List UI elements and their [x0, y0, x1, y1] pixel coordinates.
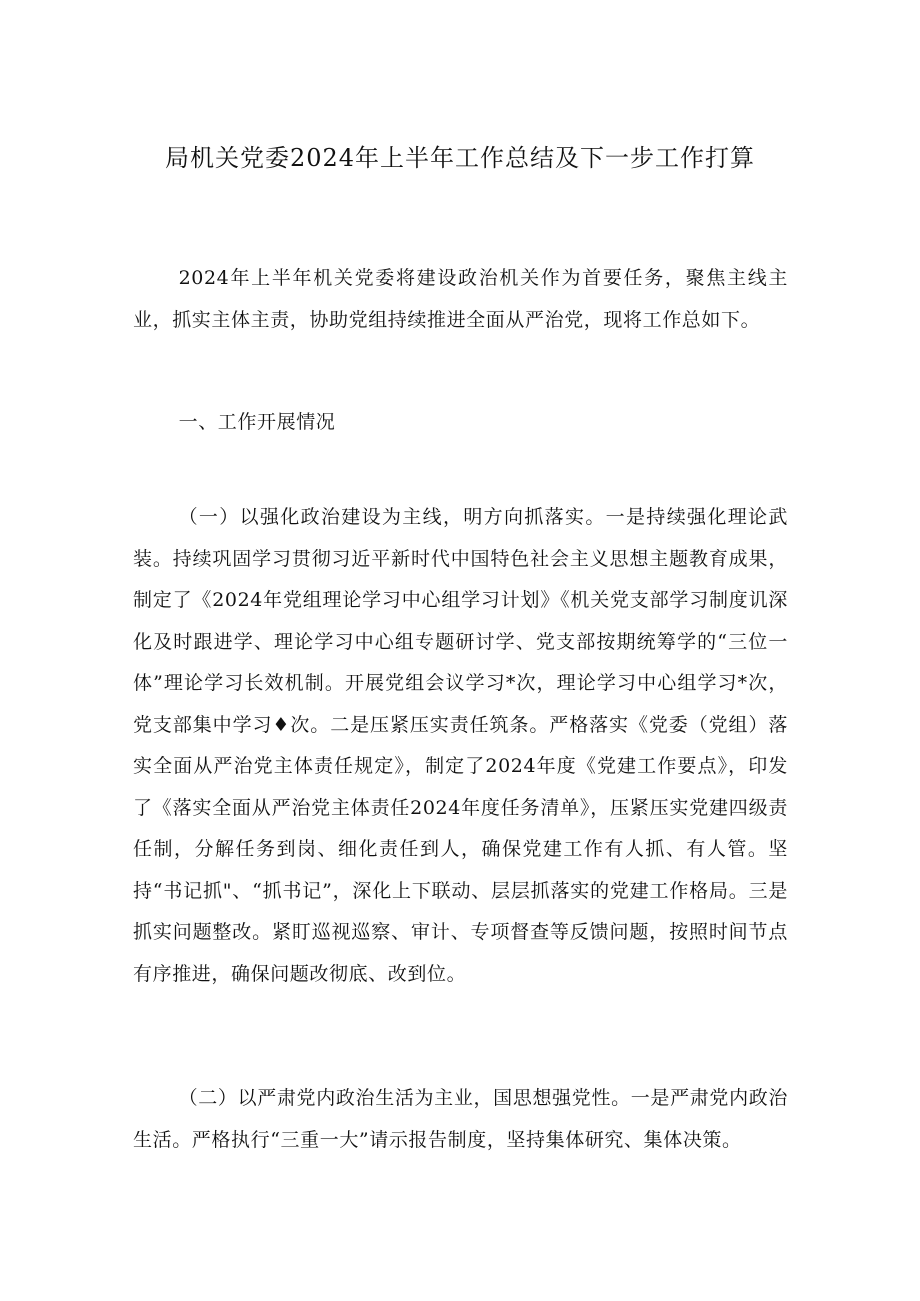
body-paragraph: （二）以严肃党内政治生活为主业，国思想强党性。一是严肃党内政治生活。严格执行“三重一大”请示报告制度，坚持集体研究、集体决策。 [133, 1087, 788, 1151]
intro-paragraph: 2024年上半年机关党委将建设政治机关作为首要任务，聚焦主线主业，抓实主体主责，协助党组持续推进全面从严治党，现将工作总如下。 [133, 267, 788, 331]
body-paragraph: （一）以强化政治建设为主线，明方向抓落实。一是持续强化理论武装。持续巩固学习贯彻习近平新时代中国特色社会主义思想主题教育成果，制定了《2024年党组理论学习中心组学习计划》《机关党支部学习制度讥深化及时跟进学、理论学习中心组专题研讨学、党支部按期统筹学的“三位一体”理论学习长效机制。开展党组会议学习*次，理论学习中心组学习*次，党支部集中学习♦次。二是压紧压实责任筑条。严格落实《党委（党组）落实全面从严治党主体责任规定》，制定了2024年度《党建工作要点》，印发了《落实全面从严治党主体责任2024年度任务清单》，压紧压实党建四级责任制，分解任务到岗、细化责任到人，确保党建工作有人抓、有人管。坚持“书记抓"、“抓书记”，深化上下联动、层层抓落实的党建工作格局。三是抓实问题整改。紧盯巡视巡察、审计、专项督查等反馈问题，按照时间节点有序推进，确保问题改彻底、改到位。 [133, 506, 788, 985]
document-title: 局机关党委2024年上半年工作总结及下一步工作打算 [164, 144, 756, 172]
section-heading: 一、工作开展情况 [178, 411, 336, 433]
